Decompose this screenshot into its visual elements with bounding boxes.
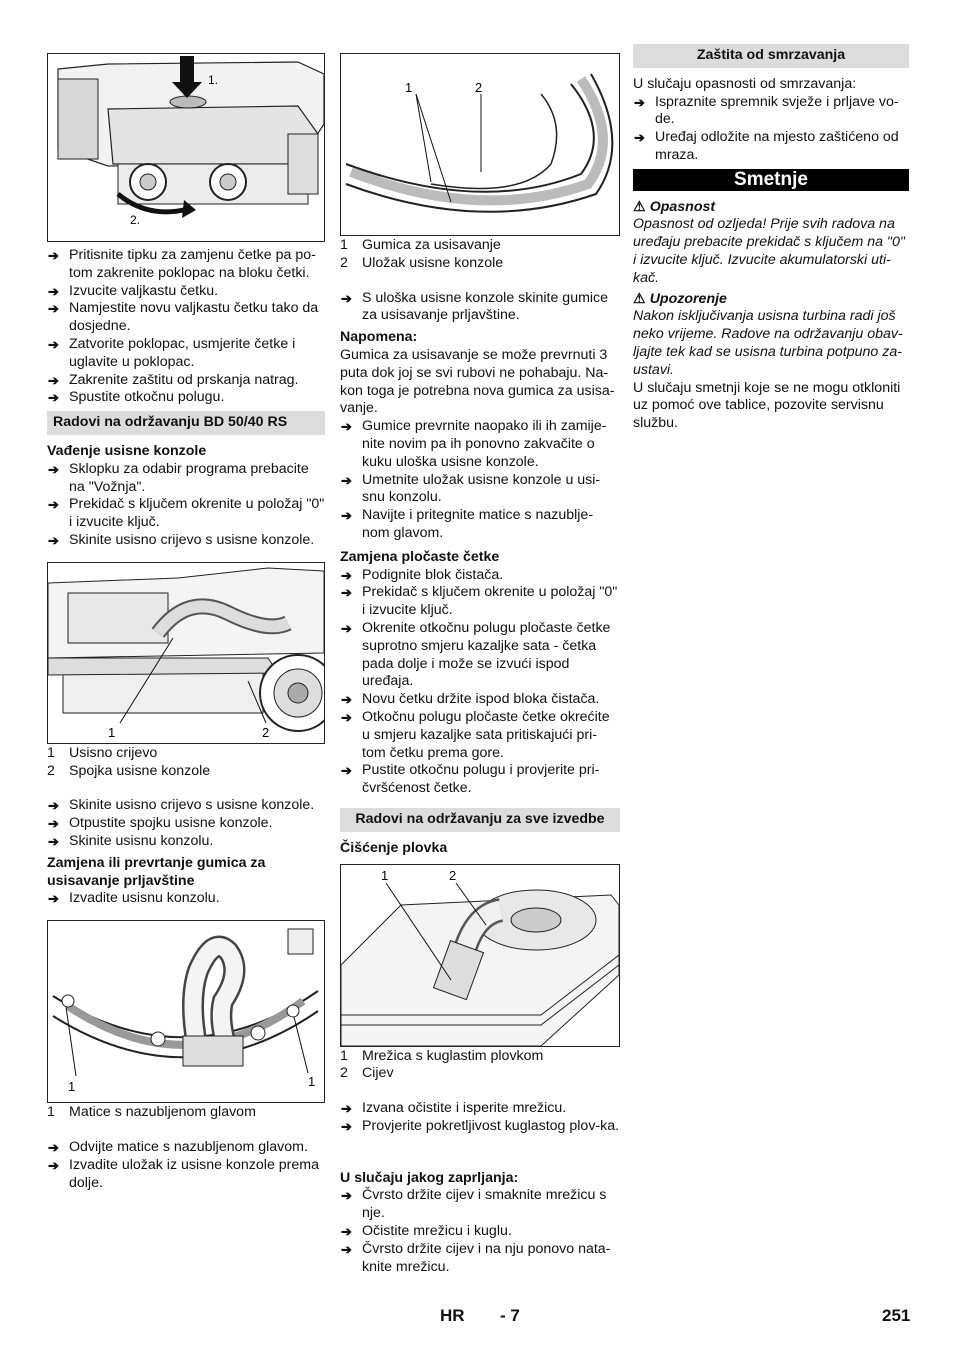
steps-replace-blades bbox=[47, 890, 325, 908]
brush-block-illustration bbox=[48, 54, 324, 241]
column-1 bbox=[47, 44, 325, 1192]
list-item: ➔ Ispraznite spremnik svježe i prljave vo-de. bbox=[634, 93, 899, 128]
arrow-right-icon: ➔ bbox=[634, 94, 645, 110]
list-item: ➔ Sklopku za odabir programa prebacite na "Vožnja". bbox=[48, 460, 309, 495]
arrow-right-icon: ➔ bbox=[48, 798, 59, 814]
arrow-right-icon: ➔ bbox=[48, 532, 59, 548]
arrow-right-icon: ➔ bbox=[341, 1101, 352, 1117]
list-item: ➔ Zatvorite poklopac, usmjerite četke i uglavite u poklopac. bbox=[48, 335, 296, 370]
list-item: ➔ Prekidač s ključem okrenite u položaj "0" i izvucite ključ. bbox=[48, 496, 325, 531]
list-item: ➔ Odvijte matice s nazubljenom glavom. bbox=[48, 1138, 308, 1155]
float-illustration bbox=[341, 865, 619, 1046]
frost-intro: U slučaju opasnosti od smrzavanja: bbox=[633, 75, 857, 92]
squeegee-illustration bbox=[48, 921, 324, 1102]
list-item: ➔ Provjerite pokretljivost kuglastog plov-ka. bbox=[341, 1117, 620, 1134]
arrow-right-icon: ➔ bbox=[48, 461, 59, 477]
column-2 bbox=[340, 44, 620, 1276]
arrow-right-icon: ➔ bbox=[48, 1139, 59, 1155]
list-item: ➔ Čvrsto držite cijev i smaknite mrežicu s nje. bbox=[341, 1187, 607, 1222]
arrow-right-icon: ➔ bbox=[48, 833, 59, 849]
fig5-label-1: 1 bbox=[381, 867, 389, 883]
arrow-right-icon: ➔ bbox=[341, 620, 352, 636]
list-item: ➔ Novu četku držite ispod bloka čistača. bbox=[341, 691, 600, 708]
steps-flip-blades bbox=[340, 418, 620, 543]
legend-item: 2 Uložak usisne konzole bbox=[340, 254, 504, 271]
list-item: ➔ Izvadite uložak iz usisne konzole prema dolje. bbox=[48, 1156, 319, 1191]
steps-remove-blades bbox=[340, 290, 620, 326]
list-item: ➔ Pustite otkočnu polugu i provjerite pri-čvršćenost četke. bbox=[341, 762, 600, 797]
list-item: ➔ Očistite mrežicu i kuglu. bbox=[341, 1223, 512, 1240]
list-item: ➔ Uređaj odložite na mjesto zaštićeno od mraza. bbox=[634, 129, 899, 163]
danger-text: Opasnost od ozljeda! Prije svih radova na uređaju prebacite prekidač s ključem na "0" i izvucite ključ. Izvucite akumulatorski uti-kač. bbox=[633, 216, 905, 286]
arrow-right-icon: ➔ bbox=[341, 1241, 352, 1257]
arrow-right-icon: ➔ bbox=[341, 709, 352, 725]
figure-suction-hose bbox=[47, 562, 325, 744]
subheading-disc-brush: Zamjena pločaste četke bbox=[340, 548, 500, 565]
subheading-replace-blades: Zamjena ili prevrtanje gumica za usisavanje prljavštine bbox=[47, 854, 266, 889]
list-item: ➔ Umetnite uložak usisne konzole u usi-snu konzolu. bbox=[341, 471, 601, 506]
arrow-right-icon: ➔ bbox=[341, 585, 352, 601]
fig2-label-2: 2 bbox=[262, 724, 270, 740]
arrow-right-icon: ➔ bbox=[341, 419, 352, 435]
list-item: ➔ Okrenite otkočnu polugu pločaste četke suprotno smjeru kazaljke sata - četka pada dolje i može se izvući ispod uređaja. bbox=[341, 619, 611, 690]
arrow-right-icon: ➔ bbox=[341, 290, 352, 306]
fig1-label-2: 2. bbox=[130, 213, 141, 227]
steps-unscrew bbox=[47, 1139, 325, 1192]
legend-fig2 bbox=[47, 745, 325, 781]
arrow-right-icon: ➔ bbox=[341, 692, 352, 708]
legend-fig5 bbox=[340, 1048, 620, 1084]
danger-heading: ⚠ Opasnost bbox=[633, 198, 716, 215]
steps-remove-squeegee-2 bbox=[47, 797, 325, 850]
fig3-label-1b: 1 bbox=[308, 1074, 316, 1090]
list-item: ➔ Izvana očistite i isperite mrežicu. bbox=[341, 1100, 567, 1117]
arrow-right-icon: ➔ bbox=[48, 301, 59, 317]
faults-outro: U slučaju smetnji koje se ne mogu otkloniti uz pomoć ove tablice, pozovite servisnu službu. bbox=[633, 379, 901, 432]
steps-brush-change bbox=[47, 247, 325, 407]
note-text: Gumica za usisavanje se može prevrnuti 3 puta dok joj se svi rubovi ne pohabaju. Na-kon toga je potrebna nova gumica za usisa-vanje. bbox=[340, 346, 615, 417]
list-item: ➔ Otkočnu polugu pločaste četke okrećite u smjeru kazaljke sata pritiskajući pri-tom četku prema gore. bbox=[341, 708, 610, 761]
footer-page-number: 251 bbox=[882, 1306, 911, 1325]
fig3-label-1a: 1 bbox=[68, 1079, 76, 1095]
footer-language: HR bbox=[440, 1306, 465, 1325]
legend-item: 1 Usisno crijevo bbox=[47, 744, 158, 761]
list-item: ➔ Zakrenite zaštitu od prskanja natrag. bbox=[48, 371, 299, 388]
arrow-right-icon: ➔ bbox=[48, 891, 59, 907]
steps-disc-brush bbox=[340, 567, 620, 798]
warning-text: Nakon isključivanja usisna turbina radi još neko vrijeme. Radove na održavanju obav-ljajte tek kad se usisna turbina potpuno za-ustavi. bbox=[633, 308, 903, 378]
fig4-label-2: 2 bbox=[475, 80, 483, 95]
list-item: ➔ Namjestite novu valjkastu četku tako da dosjedne. bbox=[48, 300, 319, 335]
note-heading: Napomena: bbox=[340, 329, 418, 346]
steps-frost bbox=[633, 94, 909, 165]
squeegee-insert-illustration bbox=[341, 54, 619, 235]
list-item: ➔ Skinite usisnu konzolu. bbox=[48, 832, 214, 849]
arrow-right-icon: ➔ bbox=[341, 567, 352, 583]
subheading-float: Čišćenje plovka bbox=[340, 839, 448, 856]
section-heading-frost: Zaštita od smrzavanja bbox=[633, 44, 909, 68]
arrow-right-icon: ➔ bbox=[341, 1188, 352, 1204]
legend-item: 2 Cijev bbox=[340, 1065, 394, 1082]
arrow-right-icon: ➔ bbox=[48, 372, 59, 388]
arrow-right-icon: ➔ bbox=[634, 130, 645, 146]
list-item: ➔ Spustite otkočnu polugu. bbox=[48, 389, 225, 406]
legend-item: 1 Matice s nazubljenom glavom bbox=[47, 1104, 256, 1121]
arrow-right-icon: ➔ bbox=[48, 283, 59, 299]
arrow-right-icon: ➔ bbox=[48, 248, 59, 263]
warning-heading: ⚠ Upozorenje bbox=[633, 290, 727, 307]
list-item: ➔ Navijte i pritegnite matice s nazublje-nom glavom. bbox=[341, 507, 594, 541]
fig4-label-1: 1 bbox=[405, 80, 413, 95]
list-item: ➔ Otpustite spojku usisne konzole. bbox=[48, 815, 273, 832]
legend-fig3 bbox=[47, 1104, 325, 1122]
arrow-right-icon: ➔ bbox=[341, 508, 352, 524]
list-item: ➔ Izvadite usisnu konzolu. bbox=[48, 890, 220, 907]
figure-float bbox=[340, 864, 620, 1047]
subheading-remove-squeegee: Vađenje usisne konzole bbox=[47, 442, 207, 459]
section-heading-faults: Smetnje bbox=[633, 169, 909, 191]
legend-fig4 bbox=[340, 237, 620, 273]
suction-hose-illustration bbox=[48, 563, 324, 743]
list-item: ➔ Pritisnite tipku za zamjenu četke pa po-tom zakrenite poklopac na bloku četki. bbox=[48, 247, 316, 281]
warning-triangle-icon: ⚠ bbox=[633, 290, 646, 307]
fig2-label-1: 1 bbox=[108, 724, 116, 740]
steps-heavy-soiling bbox=[340, 1187, 620, 1276]
legend-item: 1 Gumica za usisavanje bbox=[340, 237, 501, 253]
arrow-right-icon: ➔ bbox=[48, 1157, 59, 1173]
steps-remove-squeegee bbox=[47, 461, 325, 550]
section-heading-bd5040rs: Radovi na održavanju BD 50/40 RS bbox=[47, 411, 325, 435]
list-item: ➔ Skinite usisno crijevo s usisne konzole. bbox=[48, 531, 315, 548]
list-item: ➔ Podignite blok čistača. bbox=[341, 566, 504, 583]
legend-item: 1 Mrežica s kuglastim plovkom bbox=[340, 1047, 544, 1064]
fig1-label-1: 1. bbox=[208, 73, 219, 87]
arrow-right-icon: ➔ bbox=[341, 763, 352, 779]
list-item: ➔ Izvucite valjkastu četku. bbox=[48, 282, 219, 299]
figure-squeegee-insert bbox=[340, 53, 620, 236]
arrow-right-icon: ➔ bbox=[341, 472, 352, 488]
arrow-right-icon: ➔ bbox=[48, 497, 59, 513]
column-3 bbox=[633, 44, 909, 433]
arrow-right-icon: ➔ bbox=[48, 336, 59, 352]
arrow-right-icon: ➔ bbox=[341, 1118, 352, 1134]
arrow-right-icon: ➔ bbox=[48, 816, 59, 832]
section-heading-all-versions: Radovi na održavanju za sve izvedbe bbox=[340, 808, 620, 832]
list-item: ➔ S uloška usisne konzole skinite gumice za usisavanje prljavštine. bbox=[341, 289, 609, 324]
legend-item: 2 Spojka usisne konzole bbox=[47, 762, 211, 779]
list-item: ➔ Čvrsto držite cijev i na nju ponovo nata-knite mrežicu. bbox=[341, 1240, 611, 1275]
figure-brush-block bbox=[47, 53, 325, 242]
warning-triangle-icon: ⚠ bbox=[633, 198, 646, 215]
footer-local-page: - 7 bbox=[500, 1306, 520, 1325]
subheading-heavy-soiling: U slučaju jakog zaprljanja: bbox=[340, 1169, 519, 1186]
steps-clean-float bbox=[340, 1100, 620, 1136]
list-item: ➔ Skinite usisno crijevo s usisne konzole. bbox=[48, 797, 315, 814]
list-item: ➔ Gumice prevrnite naopako ili ih zamije-nite novim pa ih ponovno zakvačite o kuku uloška usisne konzole. bbox=[341, 418, 607, 470]
list-item: ➔ Prekidač s ključem okrenite u položaj "0" i izvucite ključ. bbox=[341, 584, 618, 619]
figure-squeegee bbox=[47, 920, 325, 1103]
fig5-label-2: 2 bbox=[449, 867, 457, 883]
arrow-right-icon: ➔ bbox=[48, 390, 59, 406]
arrow-right-icon: ➔ bbox=[341, 1224, 352, 1240]
